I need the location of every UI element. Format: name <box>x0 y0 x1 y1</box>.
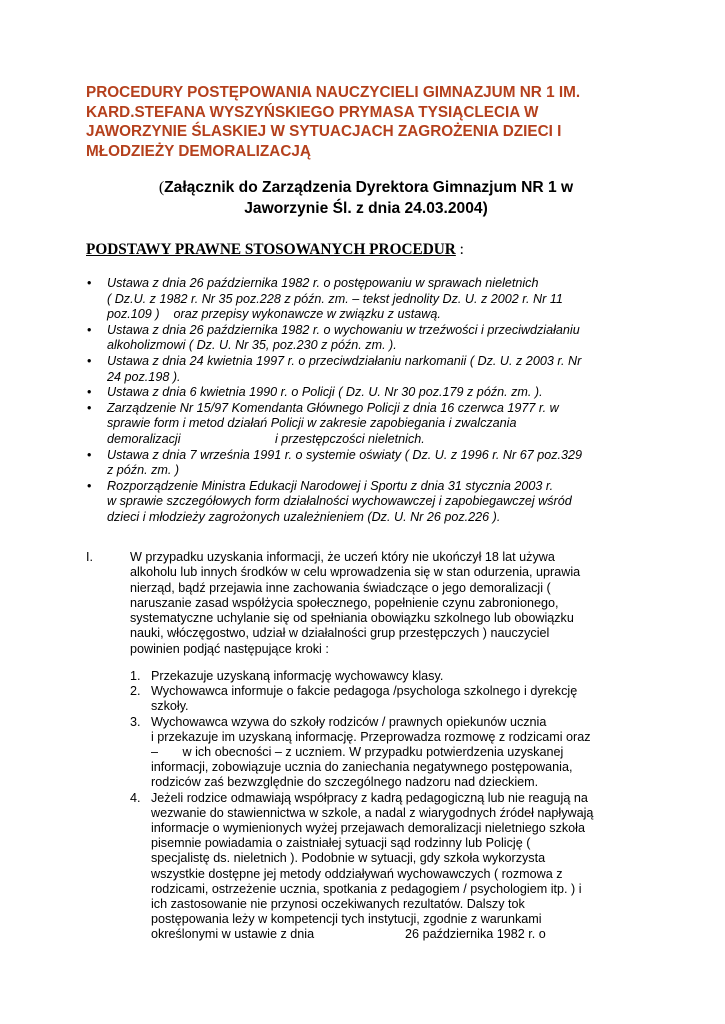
subtitle-line <box>86 177 646 198</box>
step-line: informacji, zobowiązuje ucznia do zaniechania negatywnego postępowania, <box>151 760 573 775</box>
list-item <box>86 448 656 479</box>
list-item-line: • Ustawa z dnia 26 października 1982 r. o wychowaniu w trzeźwości i przeciwdziałaniu <box>107 322 580 337</box>
step-line: Przekazuje uzyskaną informację wychowawcy klasy. <box>151 669 444 683</box>
step-line: informacje o wymienionych wyżej przejawach demoralizacji nieletniego szkoła <box>151 821 585 836</box>
list-item <box>130 684 650 714</box>
step-line: określonymi w ustawie z dnia 26 października 1982 r. o <box>151 927 546 942</box>
list-item-line: poz.109 ) oraz przepisy wykonawcze w związku z ustawą. <box>107 307 441 322</box>
list-item <box>86 479 656 526</box>
list-item-line: ( Dz.U. z 1982 r. Nr 35 poz.228 z późn. zm. – tekst jednolity Dz. U. z 2002 r. Nr 11 <box>107 291 563 306</box>
title-line: PROCEDURY POSTĘPOWANIA NAUCZYCIELI GIMNAZJUM NR 1 IM. <box>86 84 581 101</box>
section-heading <box>86 241 464 259</box>
subtitle-line-1: Załącznik do Zarządzenia Dyrektora Gimnazjum NR 1 w <box>164 179 574 196</box>
list-item-line: z późn. zm. ) <box>107 463 180 478</box>
list-item <box>86 354 656 385</box>
list-item-line: • Ustawa z dnia 26 października 1982 r. o postępowaniu w sprawach nieletnich <box>107 276 539 290</box>
document-title <box>86 83 646 161</box>
step-line: – w ich obecności – z uczniem. W przypadku potwierdzenia uzyskanej <box>151 745 564 760</box>
section-heading-suffix: : <box>455 241 464 258</box>
step-line: wszystkie dostępne jej metody oddziaływań wychowawczych ( rozmowa z <box>151 866 563 881</box>
list-item <box>86 323 656 354</box>
step-number: 4. <box>130 790 141 805</box>
subtitle-open-paren: ( <box>158 179 165 196</box>
list-item-line: alkoholizmowi ( Dz. U. Nr 35, poz.230 z późn. zm. ). <box>107 338 397 353</box>
list-item-line: dzieci i młodzieży zagrożonych uzależnieniem (Dz. U. Nr 26 poz.226 ). <box>107 509 501 524</box>
list-item-line: 24 poz.198 ). <box>107 369 181 384</box>
list-item <box>86 276 656 323</box>
step-line: wezwanie do stawiennictwa w szkole, a nadal z wiarygodnych źródeł napływają <box>151 805 594 820</box>
step-line: Wychowawca informuje o fakcie pedagoga /psychologa szkolnego i dyrekcję <box>151 684 578 699</box>
step-line: szkoły. <box>151 699 189 714</box>
paragraph-line: W przypadku uzyskania informacji, że uczeń który nie ukończył 18 lat używa <box>130 550 555 564</box>
step-line: ich zastosowanie nie przynosi oczekiwanych rezultatów. Dalszy tok <box>151 897 525 912</box>
step-number: 2. <box>130 684 141 699</box>
list-item-line: • Ustawa z dnia 6 kwietnia 1990 r. o Policji ( Dz. U. Nr 30 poz.179 z późn. zm. ). <box>107 385 543 400</box>
list-item <box>86 385 656 401</box>
paragraph-line: naruszanie zasad współżycia społecznego, popełnienie czynu zabronionego, <box>130 595 559 610</box>
step-line: Jeżeli rodzice odmawiają współpracy z kadrą pedagogiczną lub nie reagują na <box>151 790 588 805</box>
list-item-line: • Rozporządzenie Ministra Edukacji Narodowej i Sportu z dnia 31 stycznia 2003 r. <box>107 478 554 493</box>
legal-basis-list <box>86 276 656 526</box>
step-line: rodziców zaś bezwzględnie do szczególnego nadzoru nad dzieckiem. <box>151 775 539 790</box>
list-item-line: • Zarządzenie Nr 15/97 Komendanta Głównego Policji z dnia 16 czerwca 1977 r. w <box>107 400 559 415</box>
section-heading-text: PODSTAWY PRAWNE STOSOWANYCH PROCEDUR <box>86 241 456 258</box>
list-item <box>130 715 650 791</box>
paragraph-line: alkoholu lub innych środków w celu wprowadzenia się w stan odurzenia, uprawia <box>130 565 581 580</box>
list-item-line: • Ustawa z dnia 7 września 1991 r. o systemie oświaty ( Dz. U. z 1996 r. Nr 67 poz.329 <box>107 447 583 462</box>
list-item-line: • Ustawa z dnia 24 kwietnia 1997 r. o przeciwdziałaniu narkomanii ( Dz. U. z 2003 r. Nr <box>107 353 582 368</box>
list-item <box>130 791 650 943</box>
list-item <box>130 669 650 684</box>
document-subtitle <box>86 177 646 219</box>
title-line: MŁODZIEŻY DEMORALIZACJĄ <box>86 142 311 160</box>
list-item-line: demoralizacji i przestępczości nieletnich. <box>107 431 425 446</box>
title-line: JAWORZYNIE ŚLASKIEJ W SYTUACJACH ZAGROŻENIA DZIECI I <box>86 123 562 141</box>
step-line: specjalistę ds. nieletnich ). Podobnie w sytuacji, gdy szkoła wykorzysta <box>151 851 546 866</box>
section-body <box>130 550 670 657</box>
list-item-line: w sprawie szczegółowych form działalności wychowawczej i zapobiegawczej wśród <box>107 494 572 509</box>
section-numeral: I. <box>86 550 93 564</box>
list-item-line: sprawie form i metod działań Policji w zakresie zapobiegania i zwalczania <box>107 416 517 431</box>
title-line: KARD.STEFANA WYSZYŃSKIEGO PRYMASA TYSIĄCLECIA W <box>86 103 539 121</box>
paragraph-line: nierząd, bądź przejawia inne zachowania świadczące o jego demoralizacji ( <box>130 580 551 595</box>
step-line: pisemnie powiadamia o zaistniałej sytuacji sąd rodzinny lub Policję ( <box>151 836 531 851</box>
step-line: Wychowawca wzywa do szkoły rodziców / prawnych opiekunów ucznia <box>151 714 547 729</box>
step-line: rodzicami, ostrzeżenie ucznia, spotkania z pedagogiem / psychologiem itp. ) i <box>151 881 582 896</box>
subtitle-line-2: Jaworzynie Śl. z dnia 24.03.2004) <box>244 200 488 217</box>
procedure-steps <box>130 669 650 943</box>
step-line: i przekazuje im uzyskaną informację. Przeprowadza rozmowę z rodzicami oraz <box>151 729 591 744</box>
paragraph-line: systematyczne uchylanie się od spełniania obowiązku szkolnego lub obowiązku <box>130 611 574 626</box>
list-item <box>86 401 656 448</box>
step-line: postępowania leży w kompetencji tych instytucji, zgodnie z warunkami <box>151 912 542 927</box>
step-number: 1. <box>130 669 141 683</box>
paragraph-line: powinien podjąć następujące kroki : <box>130 641 329 656</box>
step-number: 3. <box>130 714 141 729</box>
paragraph-line: nauki, włóczęgostwo, udział w działalności grup przestępczych ) nauczyciel <box>130 626 550 641</box>
